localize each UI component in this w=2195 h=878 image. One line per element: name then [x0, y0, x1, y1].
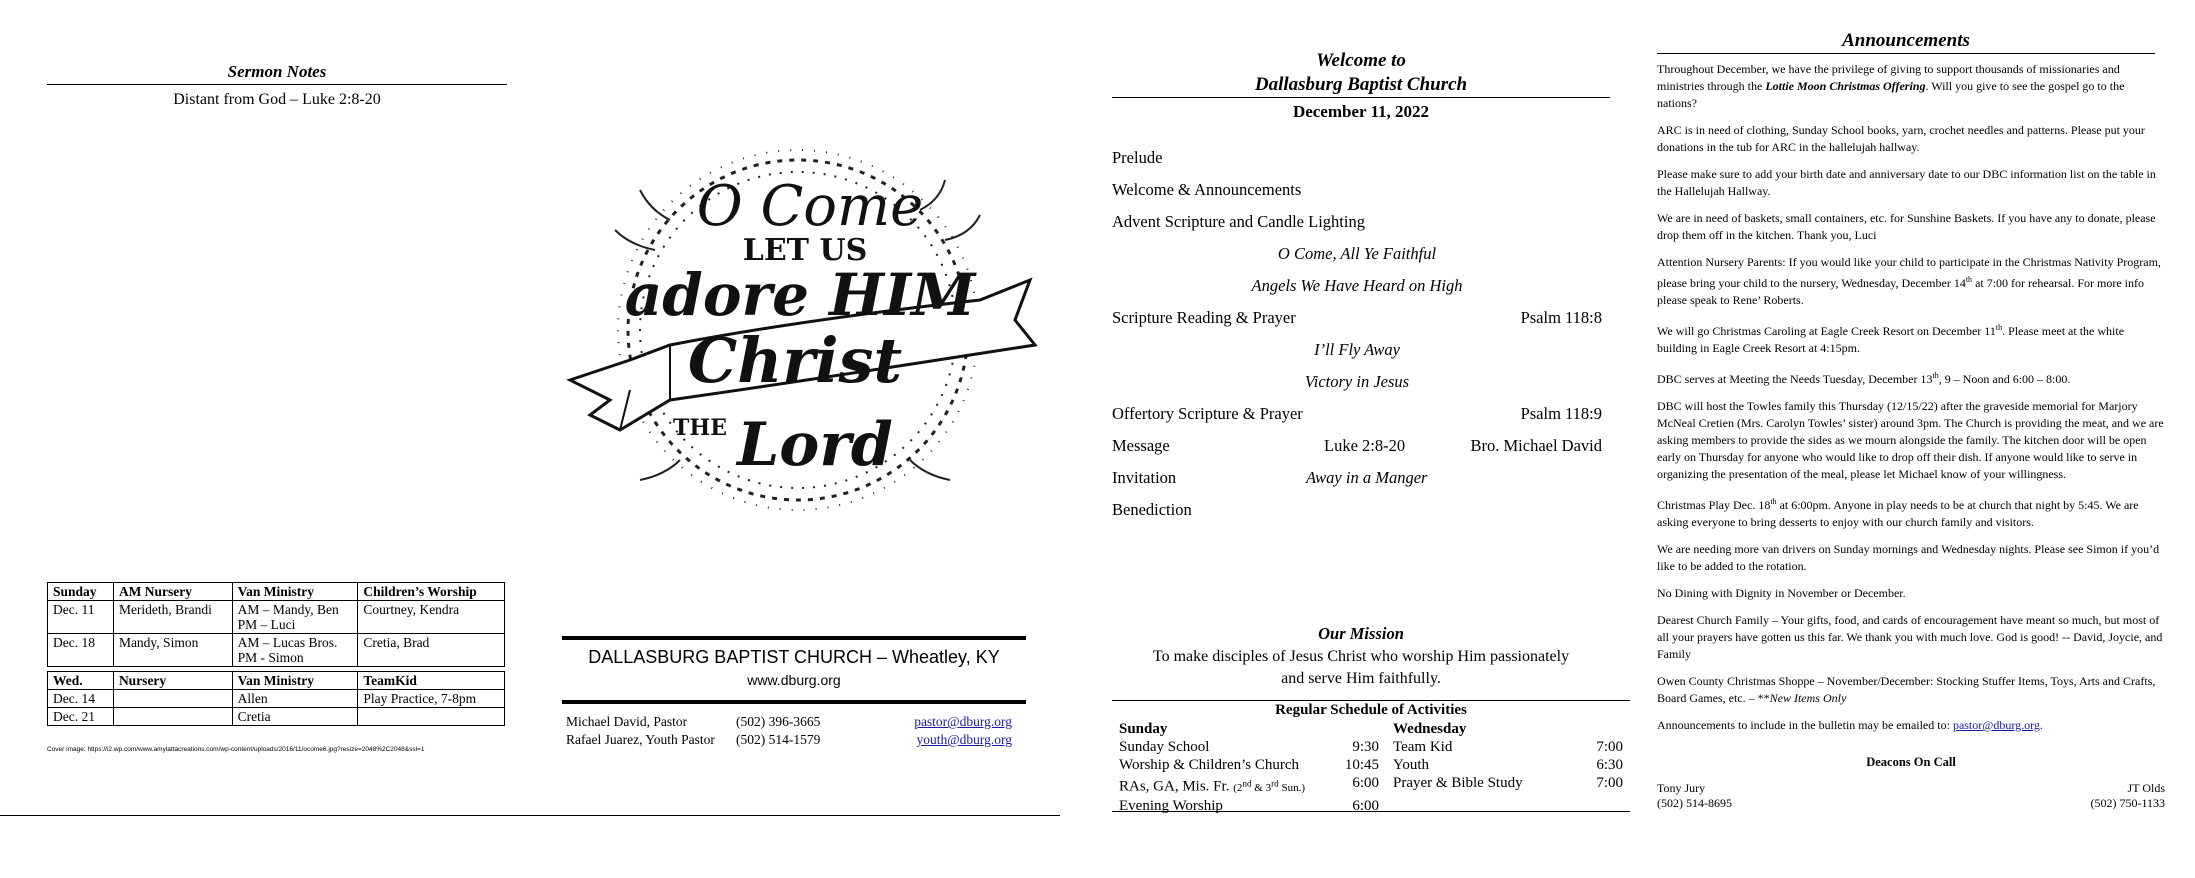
- announcement-item: Christmas Play Dec. 18th at 6:00pm. Anyone in play needs to be at church that night by 5:45. We are asking everyone to bring desserts to enjoy with our church family and visitors.: [1657, 497, 2139, 529]
- table-header: Nursery: [113, 672, 232, 690]
- activity-time: 7:00: [1596, 775, 1623, 791]
- mission-line-2: and serve Him faithfully.: [1281, 670, 1441, 687]
- table-cell: [113, 708, 232, 726]
- regular-schedule-title: Regular Schedule of Activities: [1275, 702, 1467, 718]
- deacons-title: Deacons On Call: [1866, 755, 1956, 769]
- worship-item-label: Offertory Scripture & Prayer: [1112, 404, 1303, 423]
- table-cell: Courtney, Kendra: [358, 601, 505, 634]
- announcement-item: Please make sure to add your birth date and anniversary date to our DBC information list on the table in the Hallelujah Hallway.: [1657, 167, 2156, 198]
- activity-note: (2nd & 3rd Sun.): [1233, 778, 1306, 794]
- mission-line-1: To make disciples of Jesus Christ who worship Him passionately: [1152, 648, 1570, 665]
- deacon-phone: (502) 750-1133: [2090, 796, 2165, 810]
- table-cell: AM – Mandy, Ben PM – Luci: [232, 601, 358, 634]
- worship-item: [1112, 494, 1602, 526]
- table-cell: AM – Lucas Bros. PM - Simon: [232, 634, 358, 667]
- announcement-item: Attention Nursery Parents: If you would like your child to participate in the Christmas Nativity Program, please bring your child to the nursery, Wednesday, December 14th at 7:00 for rehearsal. For more info please speak to Rene’ Roberts.: [1657, 255, 2161, 307]
- table-cell: Mandy, Simon: [113, 634, 232, 667]
- worship-item-label: Message: [1112, 436, 1170, 455]
- song-title: Victory in Jesus: [1304, 372, 1410, 391]
- announcement-item: Owen County Christmas Shoppe – November/December: Stocking Stuffer Items, Toys, Arts and Crafts, Board Games, etc. – **New Items Only: [1657, 674, 2156, 705]
- announcements-list: [1657, 61, 2165, 744]
- regular-schedule-bottom-rule: [1112, 811, 1630, 812]
- announcement-item: Throughout December, we have the privilege of giving to support thousands of missionaries and ministries through the Lottie Moon Christmas Offering. Will you give to see the gospel go to the nations?: [1657, 62, 2125, 110]
- worship-item-label: Prelude: [1112, 148, 1163, 167]
- announcement-item: Announcements to include in the bulletin may be emailed to: pastor@dburg.org.: [1657, 718, 2043, 732]
- message-speaker: Bro. Michael David: [1470, 436, 1602, 455]
- table-cell: Dec. 11: [48, 601, 114, 634]
- table-cell: Play Practice, 7-8pm: [358, 690, 505, 708]
- contact-phone: (502) 514-1579: [736, 732, 821, 747]
- table-header: Wed.: [48, 672, 114, 690]
- worship-song: [1112, 334, 1602, 366]
- activity-label: Prayer & Bible Study: [1393, 775, 1523, 791]
- activity-label: Evening Worship: [1119, 797, 1223, 814]
- sermon-notes-subtitle: Distant from God – Luke 2:8-20: [173, 91, 381, 108]
- worship-item-label: Welcome & Announcements: [1112, 180, 1302, 199]
- table-header: AM Nursery: [113, 583, 232, 601]
- sermon-notes-title: Sermon Notes: [227, 62, 327, 81]
- table-header-row: [48, 583, 505, 601]
- message-reference: Luke 2:8-20: [1324, 436, 1406, 455]
- song-title: O Come, All Ye Faithful: [1277, 244, 1437, 263]
- invitation-song: Away in a Manger: [1306, 468, 1428, 487]
- welcome-line-1: Welcome to: [1316, 50, 1406, 71]
- activity-time: 9:30: [1352, 739, 1379, 755]
- worship-item: [1112, 174, 1602, 206]
- table-cell: [113, 690, 232, 708]
- worship-item-label: Scripture Reading & Prayer: [1112, 308, 1296, 327]
- activity-label: RAs, GA, Mis. Fr.: [1119, 778, 1234, 795]
- worship-item: [1112, 430, 1602, 462]
- activity-time: 7:00: [1596, 739, 1623, 755]
- table-cell: Cretia: [232, 708, 358, 726]
- activity-time: 6:00: [1352, 775, 1379, 791]
- announcements-rule: [1657, 53, 2155, 54]
- scripture-reference: Psalm 118:9: [1520, 404, 1602, 423]
- table-row: [48, 708, 505, 726]
- schedule-row: [1119, 756, 1379, 774]
- church-website: www.dburg.org: [747, 672, 841, 688]
- contact-name: Rafael Juarez, Youth Pastor: [566, 732, 715, 747]
- wednesday-schedule: [1393, 720, 1623, 792]
- cover-top-rule: [562, 636, 1026, 640]
- volunteer-schedule-table: [47, 582, 505, 726]
- activity-time: 6:30: [1596, 757, 1623, 773]
- table-row: [48, 601, 505, 634]
- song-title: I’ll Fly Away: [1314, 340, 1400, 359]
- sunday-schedule: [1119, 720, 1379, 815]
- table-cell: Allen: [232, 690, 358, 708]
- worship-item: [1112, 398, 1602, 430]
- activity-label: Team Kid: [1393, 739, 1453, 755]
- order-of-worship: [1112, 142, 1602, 526]
- song-title: Angels We Have Heard on High: [1251, 276, 1463, 295]
- worship-song: [1112, 238, 1602, 270]
- announcement-item: No Dining with Dignity in November or December.: [1657, 586, 1906, 600]
- artwork-line-5: THE: [673, 415, 727, 441]
- mission-title: Our Mission: [1318, 624, 1404, 643]
- pastor-email-link[interactable]: pastor@dburg.org: [914, 714, 1012, 729]
- table-cell: Dec. 18: [48, 634, 114, 667]
- worship-item: [1112, 206, 1602, 238]
- worship-item: [1112, 142, 1602, 174]
- youth-email-link[interactable]: youth@dburg.org: [916, 732, 1012, 747]
- worship-song: [1112, 270, 1602, 302]
- table-row: [48, 690, 505, 708]
- activity-label: Sunday School: [1119, 739, 1210, 755]
- wednesday-heading: Wednesday: [1393, 721, 1467, 737]
- activity-label: Youth: [1393, 757, 1429, 773]
- table-header: Van Ministry: [232, 583, 358, 601]
- table-row: [48, 634, 505, 667]
- table-cell: Dec. 21: [48, 708, 114, 726]
- activity-label: Worship & Children’s Church: [1119, 757, 1300, 773]
- worship-item-label: Benediction: [1112, 500, 1192, 519]
- cover-bottom-rule: [562, 700, 1026, 704]
- regular-schedule-top-rule: [1112, 700, 1630, 701]
- table-header: Van Ministry: [232, 672, 358, 690]
- schedule-row: [1119, 738, 1379, 756]
- table-header-row: [48, 672, 505, 690]
- wreath-artwork: [560, 130, 1040, 540]
- church-name-line: DALLASBURG BAPTIST CHURCH – Wheatley, KY: [588, 647, 1000, 667]
- table-header: Children’s Worship: [358, 583, 505, 601]
- welcome-rule: [1112, 97, 1610, 98]
- announcement-item: Dearest Church Family – Your gifts, food, and cards of encouragement have meant so much, but most of all your prayers have gotten us this far. We thank you with much love. God is good! -- David, Joycie, and Family: [1657, 613, 2163, 661]
- announcements-title: Announcements: [1842, 30, 1970, 51]
- table-cell: Cretia, Brad: [358, 634, 505, 667]
- cover-artwork: [560, 130, 1040, 540]
- bulletin-email-link[interactable]: pastor@dburg.org: [1952, 718, 2040, 732]
- announcement-item: We are needing more van drivers on Sunday mornings and Wednesday nights. Please see Simon if you’d like to be added to the rotation.: [1657, 542, 2160, 573]
- deacon-phone: (502) 514-8695: [1657, 796, 1732, 810]
- welcome-line-2: Dallasburg Baptist Church: [1254, 74, 1468, 95]
- table-cell: Dec. 14: [48, 690, 114, 708]
- worship-song: [1112, 366, 1602, 398]
- worship-item-label: Advent Scripture and Candle Lighting: [1112, 212, 1365, 231]
- announcement-item: We will go Christmas Caroling at Eagle Creek Resort on December 11th. Please meet at the white building in Eagle Creek Resort at 4:15pm.: [1657, 323, 2125, 355]
- deacon-left: [1657, 781, 1732, 811]
- service-date: December 11, 2022: [1292, 102, 1430, 121]
- table-header: TeamKid: [358, 672, 505, 690]
- table-cell: Merideth, Brandi: [113, 601, 232, 634]
- announcement-item: We are in need of baskets, small containers, etc. for Sunshine Baskets. If you have any to donate, please drop them off in the kitchen. Thank you, Luci: [1657, 211, 2156, 242]
- page-bottom-rule-left: [0, 815, 1060, 816]
- cover-image-credit: Cover image: https://i2.wp.com/www.amylattacreations.com/wp-content/uploads/2016/11/ocome6.jpg?resize=2048%2C2048&ssl=1: [47, 746, 425, 753]
- deacon-name: Tony Jury: [1657, 781, 1706, 795]
- deacon-name: JT Olds: [2127, 781, 2165, 795]
- schedule-row: [1393, 756, 1623, 774]
- artwork-line-6: Lord: [737, 410, 893, 480]
- announcement-item: DBC will host the Towles family this Thursday (12/15/22) after the graveside memorial for Marjory McNeal Cretien (Mrs. Carolyn Towles’ sister) around 3pm. The Church is providing the meat, and we are asking members to provide the sides as we mourn alongside the family. The kitchen door will be open early on Thursday for anyone who would like to drop off their dish. If anyone would like to serve in organizing the presentation of the meal, please let Michael know of your willingness.: [1657, 399, 2164, 481]
- deacon-right: [2055, 781, 2165, 811]
- worship-item: [1112, 302, 1602, 334]
- artwork-line-3: adore HIM: [624, 261, 976, 329]
- artwork-line-1: O Come: [696, 174, 924, 239]
- youth-pastor-contact-row: [566, 732, 1012, 750]
- schedule-row: [1393, 738, 1623, 756]
- worship-item: [1112, 462, 1602, 494]
- contact-phone: (502) 396-3665: [736, 714, 821, 729]
- scripture-reference: Psalm 118:8: [1520, 308, 1602, 327]
- table-header: Sunday: [48, 583, 114, 601]
- contact-name: Michael David, Pastor: [566, 714, 688, 729]
- announcement-item: ARC is in need of clothing, Sunday School books, yarn, crochet needles and patterns. Please put your donations in the tub for ARC in the hallelujah hallway.: [1657, 123, 2145, 154]
- artwork-line-2: LET US: [742, 233, 868, 268]
- pastor-contact-row: [566, 714, 1012, 732]
- artwork-line-4: Christ: [687, 324, 903, 397]
- schedule-row: [1119, 774, 1379, 797]
- schedule-row: [1393, 774, 1623, 792]
- announcement-item: DBC serves at Meeting the Needs Tuesday, December 13th, 9 – Noon and 6:00 – 8:00.: [1657, 371, 2071, 386]
- sunday-heading: Sunday: [1119, 721, 1168, 737]
- table-cell: [358, 708, 505, 726]
- activity-time: 6:00: [1352, 797, 1379, 814]
- activity-time: 10:45: [1344, 757, 1379, 773]
- sermon-notes-rule: [47, 84, 507, 85]
- worship-item-label: Invitation: [1112, 468, 1177, 487]
